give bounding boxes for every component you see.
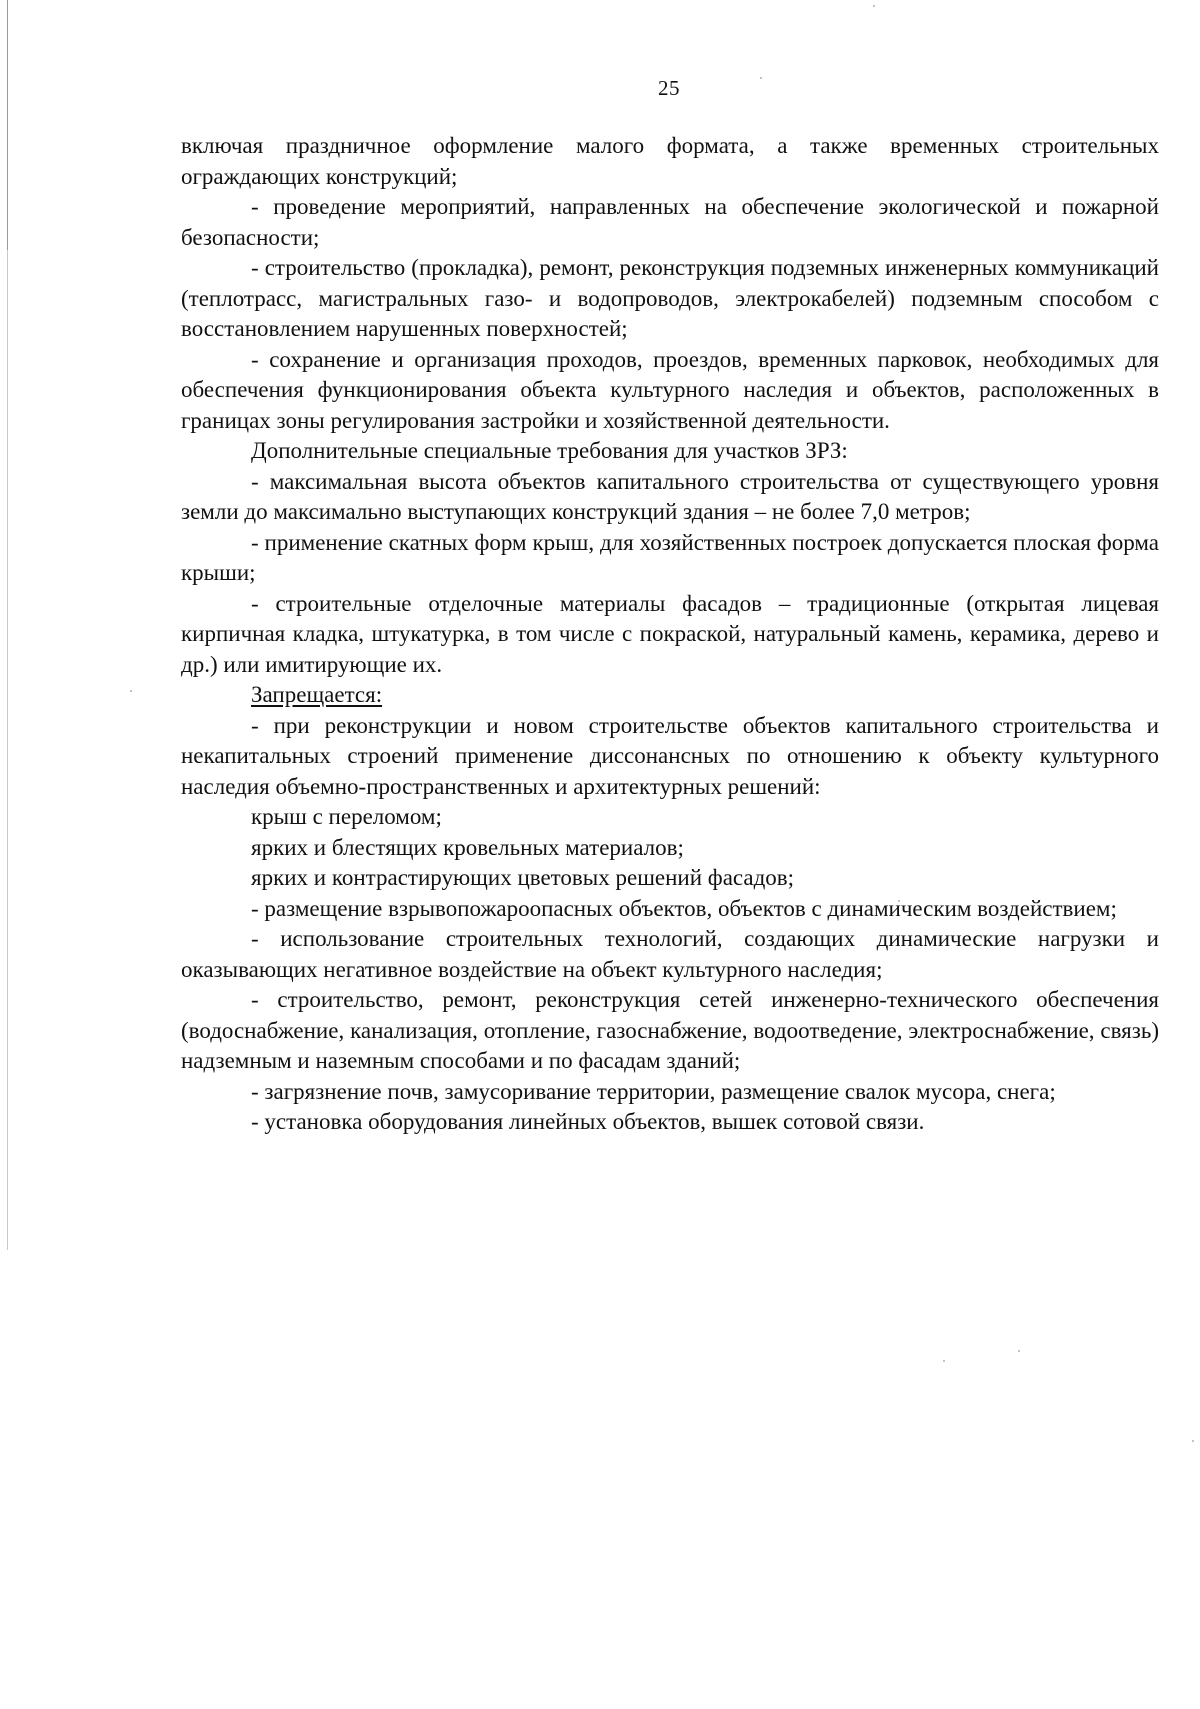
paragraph: - применение скатных форм крыш, для хозяйственных построек допускается плоская форма крыши; [181, 529, 1159, 585]
paragraph: - загрязнение почв, замусоривание территории, размещение свалок мусора, снега; [251, 1078, 1056, 1104]
section-heading-prohibited [181, 680, 1159, 711]
scan-speck [943, 1360, 945, 1362]
paragraph: - строительство (прокладка), ремонт, реконструкция подземных инженерных коммуникаций (теплотрасс, магистральных газо- и водопроводов, электрокабелей) подземным способом с восстановлением нарушенных поверхностей; [181, 255, 1159, 341]
paragraph: включая праздничное оформление малого формата, а также временных строительных ограждающих конструкций; [181, 133, 1159, 189]
paragraph: - максимальная высота объектов капитального строительства от существующего уровня земли до максимально выступающих конструкций здания – не более 7,0 метров; [181, 468, 1159, 524]
paragraph: Дополнительные специальные требования для участков ЗРЗ: [251, 438, 848, 463]
paragraph: - строительство, ремонт, реконструкция сетей инженерно-технического обеспечения (водоснабжение, канализация, отопление, газоснабжение, водоотведение, электроснабжение, связь) надземным и наземным способами и по фасадам зданий; [181, 987, 1159, 1073]
paragraph: - при реконструкции и новом строительстве объектов капитального строительства и некапитальных строений применение диссонансных по отношению к объекту культурного наследия объемно-пространственных и архитектурных решений: [181, 712, 1159, 799]
scan-speck [130, 690, 132, 692]
scan-speck [873, 5, 875, 7]
paragraph: - установка оборудования линейных объектов, вышек сотовой связи. [251, 1109, 925, 1134]
scan-speck [1192, 1440, 1194, 1442]
scan-edge-line [7, 0, 8, 250]
scan-edge-line-lower [7, 250, 8, 1250]
paragraph: - сохранение и организация проходов, проездов, временных парковок, необходимых для обеспечения функционирования объекта культурного наследия и объектов, расположенных в границах зоны регулирования застройки и хозяйственной деятельности. [181, 346, 1159, 433]
scan-speck [1018, 1350, 1020, 1352]
paragraph: - строительные отделочные материалы фасадов – традиционные (открытая лицевая кирпичная кладка, штукатурка, в том числе с покраской, натуральный камень, керамика, дерево и др.) или имитирующие их. [181, 590, 1159, 677]
paragraph: - использование строительных технологий, создающих динамические нагрузки и оказывающих негативное воздействие на объект культурного наследия; [181, 926, 1159, 982]
paragraph: - проведение мероприятий, направленных на обеспечение экологической и пожарной безопасности; [181, 194, 1159, 250]
underlined-heading-text: Запрещается: [251, 682, 383, 707]
page-number: 25 [658, 76, 680, 100]
paragraph: крыш с переломом; [251, 804, 442, 829]
paragraph: - размещение взрывопожароопасных объектов, объектов с динамическим воздействием; [251, 895, 1117, 921]
paragraph: ярких и контрастирующих цветовых решений фасадов; [251, 865, 795, 890]
paragraph: ярких и блестящих кровельных материалов; [251, 834, 684, 860]
document-body [181, 131, 1159, 1138]
